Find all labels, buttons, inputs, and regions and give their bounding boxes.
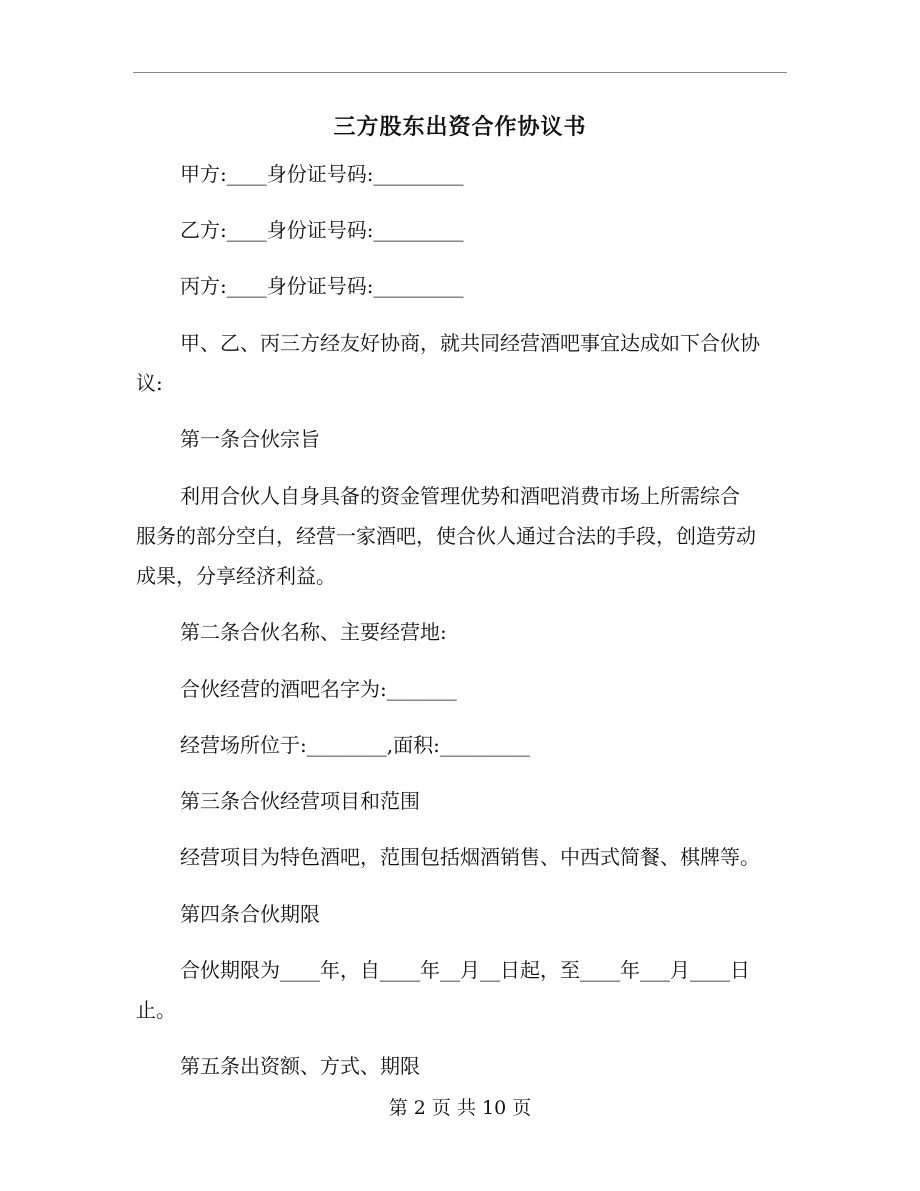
article-heading: 第二条合伙名称、主要经营地: xyxy=(180,620,447,644)
article-heading: 第一条合伙宗旨 xyxy=(180,427,320,451)
paragraph-line: 合伙期限为____年，自____年__月__日起，至____年___月____日 xyxy=(180,958,750,982)
paragraph-line: 经营场所位于:________,面积:_________ xyxy=(180,733,530,757)
paragraph-line: 成果，分享经济利益。 xyxy=(136,564,336,588)
party-a-line: 甲方:____身份证号码:_________ xyxy=(180,162,464,186)
paragraph-line: 经营项目为特色酒吧，范围包括烟酒销售、中西式简餐、棋牌等。 xyxy=(180,845,760,869)
page-number: 第 2 页 共 10 页 xyxy=(388,1097,532,1119)
article-heading: 第四条合伙期限 xyxy=(180,902,320,926)
party-c-line: 丙方:____身份证号码:_________ xyxy=(180,274,464,298)
article-heading: 第五条出资额、方式、期限 xyxy=(180,1054,420,1078)
paragraph-line: 利用合伙人自身具备的资金管理优势和酒吧消费市场上所需综合 xyxy=(180,484,740,508)
party-b-line: 乙方:____身份证号码:_________ xyxy=(180,218,464,242)
preamble-line: 甲、乙、丙三方经友好协商，就共同经营酒吧事宜达成如下合伙协 xyxy=(180,331,760,355)
document-title: 三方股东出资合作协议书 xyxy=(333,114,587,140)
header-rule xyxy=(133,72,787,73)
article-heading: 第三条合伙经营项目和范围 xyxy=(180,789,420,813)
paragraph-line: 服务的部分空白，经营一家酒吧，使合伙人通过合法的手段，创造劳动 xyxy=(136,524,756,548)
preamble-line: 议: xyxy=(136,371,163,395)
paragraph-line: 止。 xyxy=(136,998,176,1022)
paragraph-line: 合伙经营的酒吧名字为:_______ xyxy=(180,677,457,701)
